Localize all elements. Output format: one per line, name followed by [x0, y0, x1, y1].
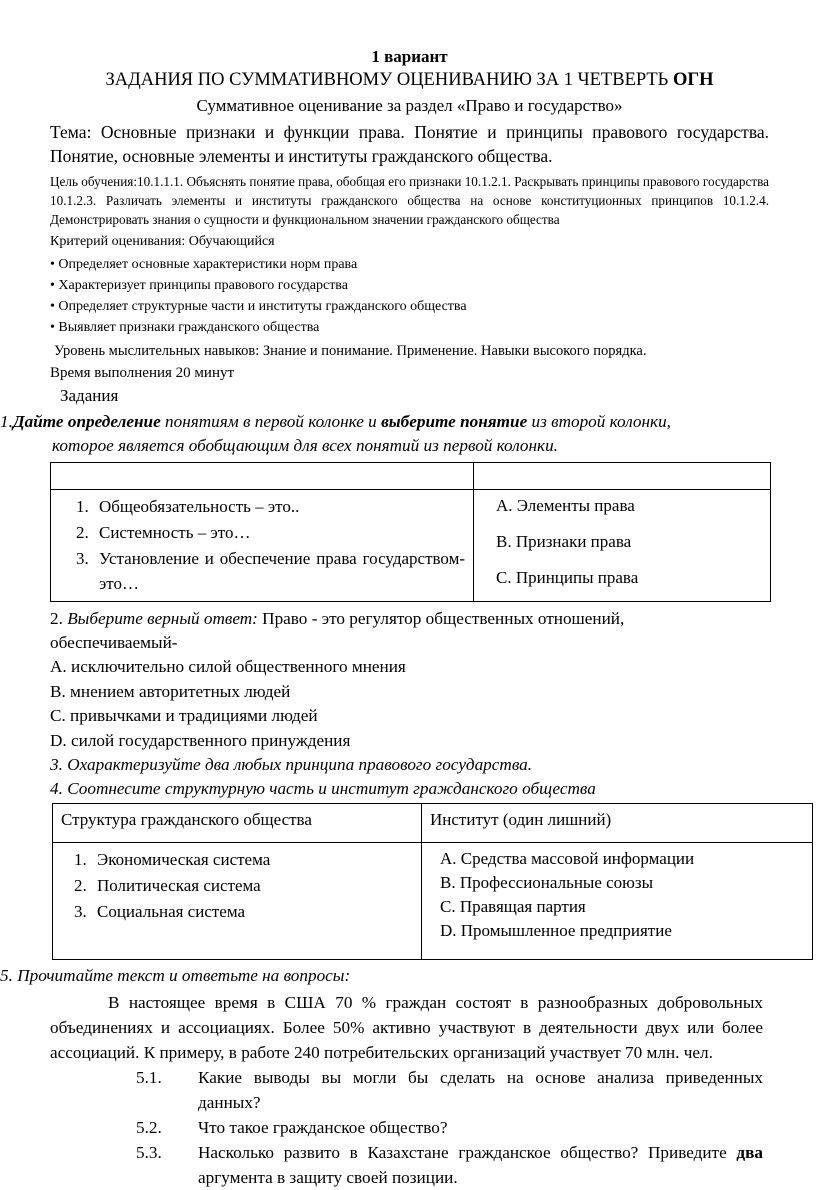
thinking-skills-level: Уровень мыслительных навыков: Знание и понимание. Применение. Навыки высокого порядка. [54, 343, 647, 359]
task-4-header-left-text: Структура гражданского общества [61, 810, 312, 829]
task-4-matching-table [52, 803, 813, 960]
task-2-option-d: D. силой государственного принуждения [50, 730, 351, 750]
task-5-subquestion-3-tail: аргумента в защиту своей позиции. [198, 1168, 458, 1187]
list-item: 2. Системность – это… [93, 520, 465, 545]
list-item: 1. Общеобязательность – это.. [93, 494, 465, 519]
list-item: C. Правящая партия [440, 897, 586, 916]
list-item: B. Профессиональные союзы [440, 873, 654, 892]
task-2-number: 2. [50, 609, 68, 628]
task-2-prompt [50, 607, 769, 631]
task-1-concepts-list [59, 494, 465, 596]
task-2-stem-line-2: обеспечиваемый- [50, 633, 178, 652]
list-item: 2. Политическая система [91, 873, 413, 898]
table-row [53, 843, 813, 960]
tasks-section-label: Задания [60, 386, 119, 405]
task-2-option-a: A. исключительно силой общественного мнения [50, 657, 406, 676]
task-4-header-right-text: Институт (один лишний) [430, 810, 612, 829]
task-1-number: 1. [0, 412, 13, 431]
task-1-bold-1: Дайте определение [12, 412, 161, 431]
task-1-mid-2: из второй колонки, [527, 412, 671, 431]
task-2-option-b: B. мнением авторитетных людей [50, 681, 291, 701]
table-row [51, 490, 771, 602]
task-5-subquestion-3-text: Насколько развито в Казахстане гражданское общество? Приведите [198, 1143, 737, 1162]
task-5-subquestion-2 [50, 1115, 769, 1140]
variant-heading: 1 вариант [371, 47, 448, 66]
task-4-prompt: 4. Соотнесите структурную часть и институт гражданского общества [50, 779, 596, 798]
learning-objectives: Цель обучения:10.1.1.1. Объяснять понятие права, обобщая его признаки 10.1.2.1. Раскрывать принципы правового государства 10.1.2.3. Различать элементы и институты гражданского общества на основе конституционных принципов 10.1.2.4. Демонстрировать знания о сущности и функциональном значении гражданского общества [50, 174, 769, 227]
criteria-title: Критерий оценивания: Обучающийся [50, 234, 275, 249]
theme-paragraph: Тема: Основные признаки и функции права. Понятие и принципы правового государства. Понятие, основные элементы и институты гражданского общества. [50, 122, 769, 166]
task-4-structure-list [61, 847, 413, 924]
task-4-institutions-cell [422, 843, 813, 960]
task-1-mid-1: понятиям в первой колонке и [160, 412, 382, 431]
list-item: C. Принципы права [496, 568, 639, 587]
list-item: A. Средства массовой информации [440, 849, 695, 868]
task-1-concepts-cell [51, 490, 474, 602]
task-4-header-right [422, 804, 813, 843]
table-row [51, 463, 771, 490]
task-1-header-left [51, 463, 474, 490]
page-title [50, 69, 769, 92]
task-1-prompt [0, 410, 827, 458]
task-5-subquestion-2-number: 5.2. [136, 1118, 162, 1137]
list-item: 3. Установление и обеспечение права государством- это… [93, 546, 465, 596]
task-5-subquestion-1-text: Какие выводы вы могли бы сделать на основе анализа приведенных данных? [198, 1068, 763, 1112]
list-item: 3. Социальная система [91, 899, 413, 924]
table-row [53, 804, 813, 843]
task-1-prompt-line-2: которое является обобщающим для всех понятий из первой колонки. [52, 436, 558, 455]
task-3-prompt: 3. Охарактеризуйте два любых принципа правового государства. [50, 755, 533, 774]
task-1-bold-2: выберите понятие [381, 412, 528, 431]
task-5-subquestion-3-body [136, 1140, 763, 1190]
list-item: 1. Экономическая система [91, 847, 413, 872]
task-2-stem: Право - это регулятор общественных отношений, [257, 609, 625, 628]
task-1-matching-table [50, 462, 771, 602]
task-4-header-left [53, 804, 422, 843]
task-5-prompt: 5. Прочитайте текст и ответьте на вопросы: [0, 966, 351, 985]
time-allowed: Время выполнения 20 минут [50, 365, 235, 381]
criteria-item: • Выявляет признаки гражданского общества [50, 320, 320, 335]
list-item: B. Признаки права [496, 532, 632, 551]
criteria-item: • Определяет структурные части и институты гражданского общества [50, 299, 467, 314]
list-item: D. Промышленное предприятие [440, 921, 672, 940]
task-5-subquestion-3 [50, 1140, 769, 1190]
task-5-passage: В настоящее время в США 70 % граждан состоят в разнообразных добровольных объединениях и ассоциациях. Более 50% активно участвуют в деятельности двух или более ассоциаций. К примеру, в работе 240 потребительских организаций участвует 70 млн. чел. [50, 993, 763, 1062]
task-1-options-list [482, 494, 762, 590]
task-4-institutions-list [430, 847, 804, 943]
task-5-subquestion-1-number: 5.1. [136, 1068, 162, 1087]
page-title-subject: ОГН [672, 70, 714, 90]
task-5-subquestion-3-number: 5.3. [136, 1143, 162, 1162]
task-2-instruction: Выберите верный ответ: [67, 609, 258, 628]
task-5-subquestion-1 [50, 1065, 769, 1115]
page-title-text: ЗАДАНИЯ ПО СУММАТИВНОМУ ОЦЕНИВАНИЮ ЗА 1 ЧЕТВЕРТЬ [105, 70, 673, 90]
subtitle: Суммативное оценивание за раздел «Право и государство» [196, 96, 623, 115]
criteria-item: • Определяет основные характеристики норм права [50, 257, 358, 272]
task-5-subquestion-2-text: Что такое гражданское общество? [198, 1118, 448, 1137]
list-item: A. Элементы права [496, 496, 635, 515]
task-4-structure-cell [53, 843, 422, 960]
task-5-subquestion-3-bold: два [736, 1143, 763, 1162]
criteria-item: • Характеризует принципы правового государства [50, 278, 348, 293]
task-2-option-c: C. привычками и традициями людей [50, 706, 318, 725]
task-1-options-cell [474, 490, 771, 602]
task-1-header-right [474, 463, 771, 490]
